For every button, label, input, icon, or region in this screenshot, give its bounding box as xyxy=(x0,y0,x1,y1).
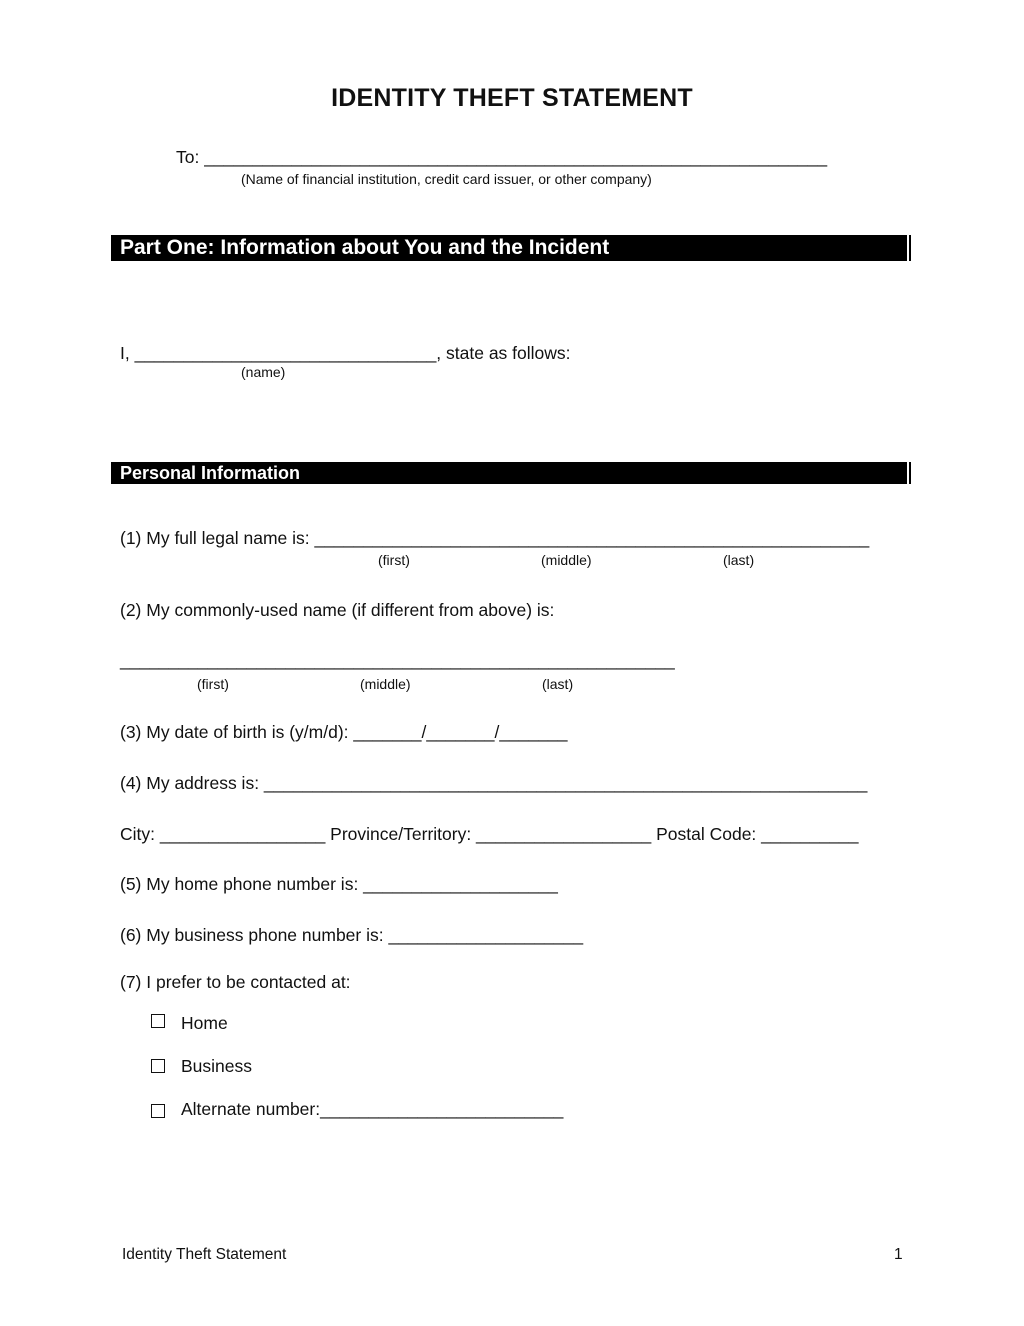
q1-last-caption: (last) xyxy=(723,552,755,568)
name-caption: (name) xyxy=(241,364,286,380)
alternate-number-checkbox[interactable] xyxy=(151,1104,165,1118)
address-field[interactable]: (4) My address is: ______________________________________________________________ xyxy=(120,773,868,793)
part-one-heading-text: Part One: Information about You and the Incident xyxy=(120,236,610,259)
document-title: IDENTITY THEFT STATEMENT xyxy=(331,84,693,112)
to-line[interactable]: To: ________________________________________________________________ xyxy=(176,147,828,167)
date-of-birth-field[interactable]: (3) My date of birth is (y/m/d): _______/_______/_______ xyxy=(120,722,568,742)
q1-first-caption: (first) xyxy=(378,552,410,568)
home-phone-field[interactable]: (5) My home phone number is: ____________________ xyxy=(120,874,558,894)
alternate-number-field[interactable]: Alternate number:_________________________ xyxy=(181,1099,564,1119)
q2-last-caption: (last) xyxy=(542,676,574,692)
part-one-heading xyxy=(111,235,911,261)
common-name-question: (2) My commonly-used name (if different from above) is: xyxy=(120,600,555,620)
city-province-postal-field[interactable]: City: _________________ Province/Territory: __________________ Postal Code: __________ xyxy=(120,824,859,844)
personal-information-heading-text: Personal Information xyxy=(120,463,301,483)
q1-middle-caption: (middle) xyxy=(541,552,592,568)
home-option-label: Home xyxy=(181,1013,228,1033)
home-checkbox[interactable] xyxy=(151,1014,165,1028)
footer-document-name: Identity Theft Statement xyxy=(122,1246,287,1263)
business-phone-field[interactable]: (6) My business phone number is: ____________________ xyxy=(120,925,584,945)
q2-middle-caption: (middle) xyxy=(360,676,411,692)
full-legal-name-field[interactable]: (1) My full legal name is: _________________________________________________________ xyxy=(120,528,870,548)
business-checkbox[interactable] xyxy=(151,1059,165,1073)
q2-first-caption: (first) xyxy=(197,676,229,692)
business-option-label: Business xyxy=(181,1056,253,1076)
to-caption: (Name of financial institution, credit card issuer, or other company) xyxy=(241,171,652,187)
personal-information-heading xyxy=(111,462,911,484)
contact-preference-question: (7) I prefer to be contacted at: xyxy=(120,972,351,992)
common-name-field[interactable]: _________________________________________________________ xyxy=(120,650,675,670)
page-number: 1 xyxy=(894,1246,903,1263)
statement-line[interactable]: I, _______________________________, state as follows: xyxy=(120,343,571,363)
